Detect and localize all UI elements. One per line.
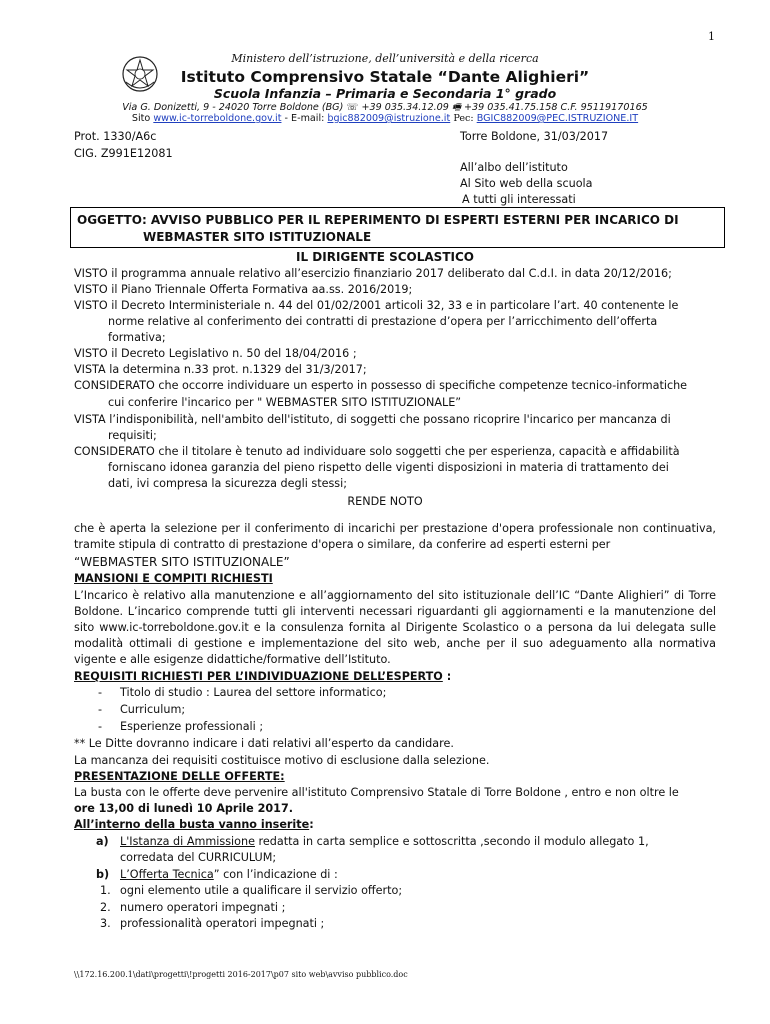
- school-name: Istituto Comprensivo Statale “Dante Alighieri”: [180, 68, 590, 86]
- recipient-albo: All’albo dell’istituto: [460, 161, 568, 174]
- deadline: ore 13,00 di lunedì 10 Aprile 2017.: [74, 802, 293, 815]
- item-b-text: ” con l’indicazione di :: [213, 868, 338, 881]
- considerato-titolare-cont: forniscano idonea garanzia del pieno rispetto delle vigenti disposizioni in materia di trattamento dei: [108, 461, 669, 474]
- requisiti-heading-colon: :: [442, 670, 452, 683]
- place-date: Torre Boldone, 31/03/2017: [460, 130, 609, 143]
- requisiti-bullet: -: [98, 703, 103, 716]
- numbered-item-1: ogni elemento utile a qualificare il servizio offerto;: [120, 884, 403, 897]
- requisito-curriculum: Curriculum;: [120, 703, 186, 716]
- site-label: Sito: [131, 113, 151, 124]
- requisito-titolo: Titolo di studio : Laurea del settore informatico;: [120, 686, 387, 699]
- num-label-2: 2.: [100, 901, 111, 914]
- protocol-number: Prot. 1330/A6c: [74, 130, 157, 143]
- email-link[interactable]: bgic882009@istruzione.it: [327, 113, 451, 124]
- visto-decreto-44-end: formativa;: [108, 331, 166, 344]
- requisito-esperienze: Esperienze professionali ;: [120, 720, 264, 733]
- school-address: Via G. Donizetti, 9 - 24020 Torre Boldone (BG) ☏ +39 035.34.12.09 🖷 +39 035.41.75.158 C.F. 95119170165: [122, 102, 648, 113]
- interno-heading-colon: :: [309, 818, 314, 831]
- ministry-line: Ministero dell’istruzione, dell’università e della ricerca: [231, 52, 539, 65]
- offerta-tecnica: L’Offerta Tecnica: [120, 868, 214, 881]
- section-title: IL DIRIGENTE SCOLASTICO: [296, 250, 474, 264]
- numbered-item-3: professionalità operatori impegnati ;: [120, 917, 325, 930]
- file-path-footer: \\172.16.200.1\dati\progetti\!progetti 2016-2017\p07 sito web\avviso pubblico.doc: [74, 970, 408, 979]
- considerato-esperto: CONSIDERATO che occorre individuare un esperto in possesso di specifiche competenze tecnico-informatiche: [74, 379, 688, 392]
- email-label: - E-mail:: [284, 113, 325, 124]
- interno-heading-text: All’interno della busta vanno inserite: [74, 818, 310, 831]
- mansioni-heading: MANSIONI E COMPITI RICHIESTI: [74, 572, 273, 585]
- item-a-cont: corredata del CURRICULUM;: [120, 851, 277, 864]
- item-b-label: b): [96, 868, 110, 881]
- considerato-titolare: CONSIDERATO che il titolare è tenuto ad individuare solo soggetti che per esperienza, capacità e affidabilità: [74, 445, 680, 458]
- requisiti-bullet: -: [98, 686, 103, 699]
- requisiti-heading-text: REQUISITI RICHIESTI PER L’INDIVIDUAZIONE DELL’ESPERTO: [74, 670, 443, 683]
- item-a: [120, 835, 649, 848]
- num-label-1: 1.: [100, 884, 111, 897]
- considerato-esperto-cont: cui conferire l'incarico per " WEBMASTER SITO ISTITUZIONALE”: [108, 396, 462, 409]
- visto-decreto-44-cont: norme relative al conferimento dei contratti di prestazione d’opera per l’arricchimento dell’offerta: [108, 315, 658, 328]
- intro-paragraph: che è aperta la selezione per il conferimento di incarichi per prestazione d'opera professionale non continuativa, tramite stipula di contratto di prestazione d'opera o similare, da conferire ad esperti esterni per: [74, 522, 716, 551]
- pec-label: Pec:: [453, 113, 474, 124]
- busta-line: La busta con le offerte deve pervenire all'istituto Comprensivo Statale di Torre Boldone , entro e non oltre le: [74, 786, 679, 799]
- mansioni-paragraph: L’Incarico è relativo alla manutenzione e all’aggiornamento del sito istituzionale dell’IC “Dante Alighieri” di Torre Boldone. L’incarico comprende tutti gli interventi necessari riguardanti gli aggiornamenti e la manutenzione del sito www.ic-torreboldone.gov.it e la consulenza fornita al Dirigente Scolastico o a persona da lui delegata sulle modalità ottimali di gestione e implementazione del sito web, anche per il suo adeguamento alla normativa vigente e alle esigenze didattiche/formative dell’Istituto.: [74, 589, 716, 666]
- item-a-label: a): [96, 835, 109, 848]
- vista-indisponibilita-cont: requisiti;: [108, 429, 157, 442]
- visto-decreto-44: VISTO il Decreto Interministeriale n. 44 del 01/02/2001 articoli 32, 33 e in particolare l’art. 40 contenente le: [74, 299, 679, 312]
- numbered-item-2: numero operatori impegnati ;: [120, 901, 286, 914]
- contact-line: [0, 113, 770, 124]
- rende-noto: RENDE NOTO: [347, 495, 423, 508]
- intro-title: “WEBMASTER SITO ISTITUZIONALE”: [74, 555, 290, 569]
- istanza-ammissione: L'Istanza di Ammissione: [120, 835, 255, 848]
- vista-determina: VISTA la determina n.33 prot. n.1329 del 31/3/2017;: [74, 363, 367, 376]
- requisiti-heading: [74, 670, 451, 683]
- page-number: 1: [708, 30, 715, 43]
- vista-indisponibilita: VISTA l’indisponibilità, nell'ambito dell'istituto, di soggetti che possano ricoprire l'incarico per mancanza di: [74, 413, 671, 426]
- requisiti-bullet: -: [98, 720, 103, 733]
- num-label-3: 3.: [100, 917, 111, 930]
- visto-ptof: VISTO il Piano Triennale Offerta Formativa aa.ss. 2016/2019;: [74, 283, 413, 296]
- visto-programma: VISTO il programma annuale relativo all’esercizio finanziario 2017 deliberato dal C.d.I. in data 20/12/2016;: [74, 267, 672, 280]
- visto-dlgs-50: VISTO il Decreto Legislativo n. 50 del 18/04/2016 ;: [74, 347, 357, 360]
- item-b: [120, 868, 338, 881]
- recipient-interessati: A tutti gli interessati: [462, 193, 576, 206]
- considerato-titolare-end: dati, ivi compresa la sicurezza degli stessi;: [108, 477, 348, 490]
- pec-link[interactable]: BGIC882009@PEC.ISTRUZIONE.IT: [476, 113, 639, 124]
- presentazione-heading: PRESENTAZIONE DELLE OFFERTE:: [74, 770, 285, 783]
- item-a-text: redatta in carta semplice e sottoscritta ,secondo il modulo allegato 1,: [254, 835, 649, 848]
- recipient-sito: Al Sito web della scuola: [460, 177, 593, 190]
- subject-line-1: OGGETTO: AVVISO PUBBLICO PER IL REPERIMENTO DI ESPERTI ESTERNI PER INCARICO DI: [77, 213, 679, 227]
- site-link[interactable]: www.ic-torreboldone.gov.it: [153, 113, 282, 124]
- interno-heading: [74, 818, 314, 831]
- subject-line-2: WEBMASTER SITO ISTITUZIONALE: [143, 230, 372, 244]
- school-subtitle: Scuola Infanzia – Primaria e Secondaria 1° grado: [213, 86, 557, 101]
- mancanza-note: La mancanza dei requisiti costituisce motivo di esclusione dalla selezione.: [74, 754, 490, 767]
- subject-box: [70, 207, 725, 248]
- cig-code: CIG. Z991E12081: [74, 147, 173, 160]
- ditte-note: ** Le Ditte dovranno indicare i dati relativi all’esperto da candidare.: [74, 737, 454, 750]
